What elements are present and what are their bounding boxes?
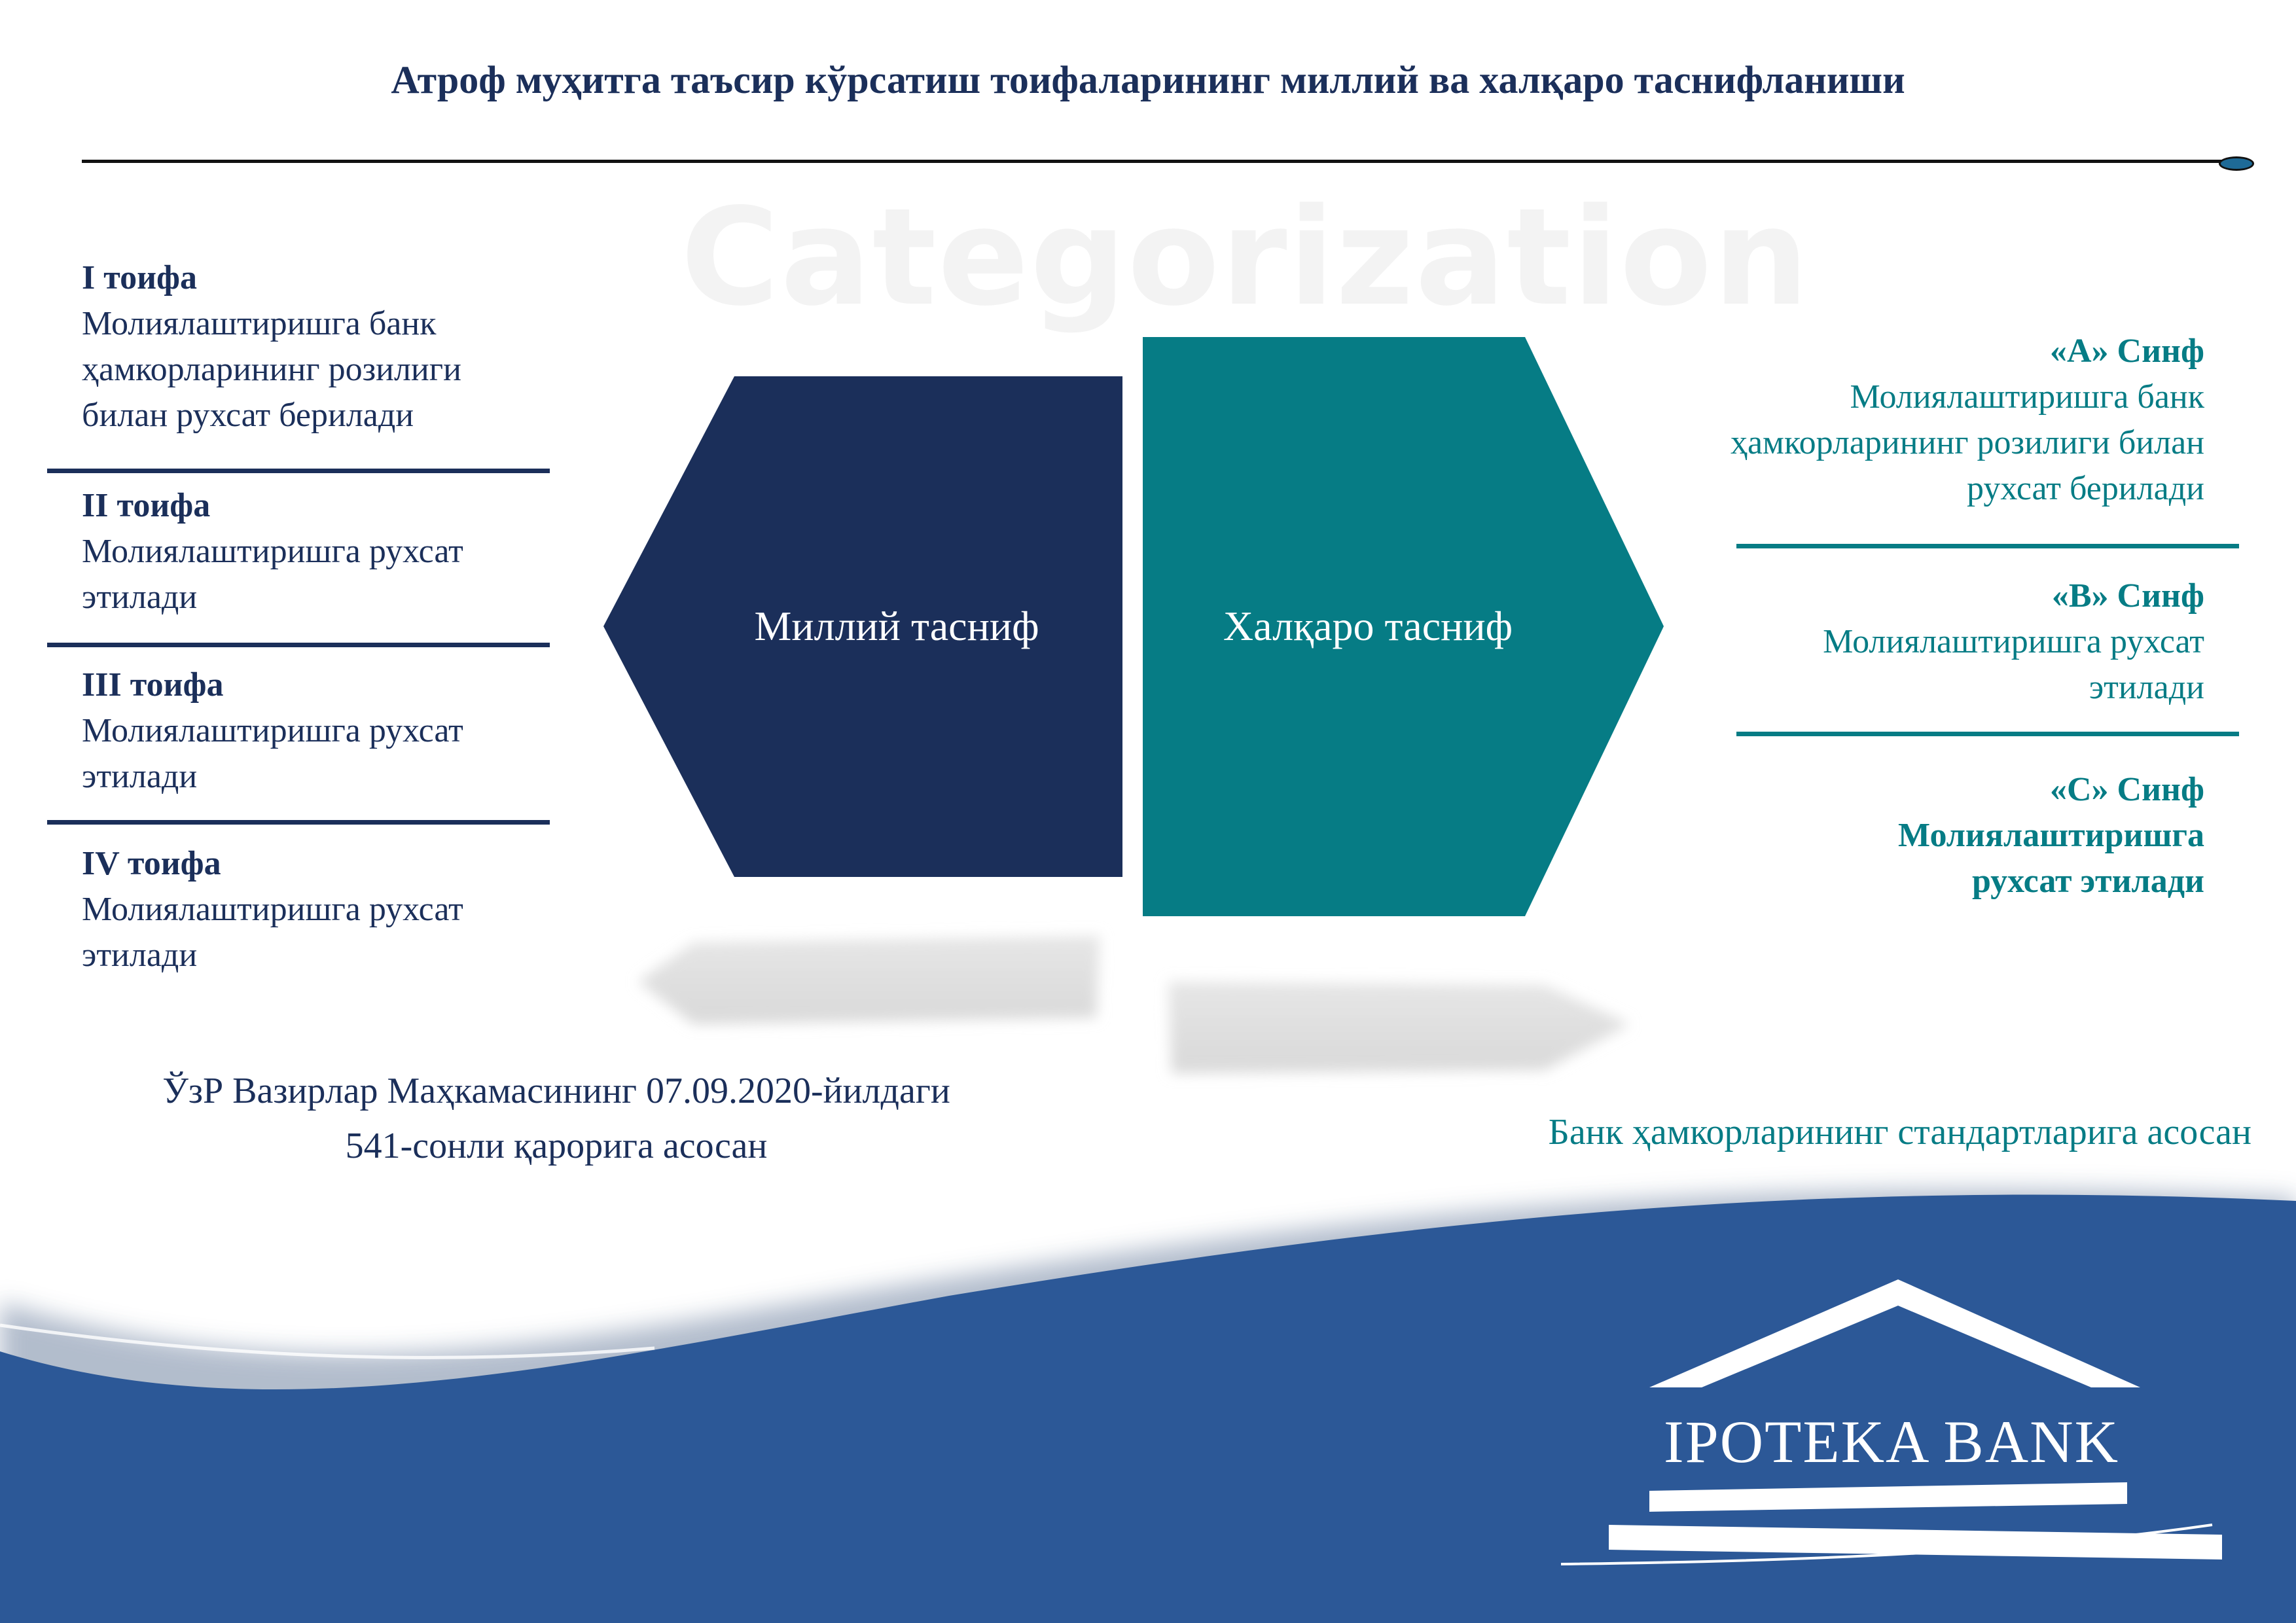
- class-title: «В» Синф: [2051, 577, 2204, 615]
- class-desc: Молиялаштиришга банк ҳамкорларининг розилиги билан рухсат берилади: [1730, 378, 2204, 507]
- international-footnote: Банк ҳамкорларининг стандартларига асосан: [1548, 1112, 2251, 1152]
- class-desc: Молиялаштиришга рухсат этилади: [1898, 817, 2204, 900]
- category-desc: Молиялаштиришга рухсат этилади: [82, 712, 463, 795]
- category-title: I тоифа: [82, 259, 198, 296]
- footnote-line: ЎзР Вазирлар Маҳкамасининг 07.09.2020-йилдаги: [162, 1071, 950, 1111]
- class-title: «А» Синф: [2049, 332, 2204, 370]
- footnote-line: 541-сонли қарорига асосан: [345, 1126, 768, 1166]
- category-desc: Молиялаштиришга рухсат этилади: [82, 891, 463, 974]
- category-title: III тоифа: [82, 666, 224, 704]
- international-label: Халқаро тасниф: [1223, 603, 1513, 649]
- category-title: IV тоифа: [82, 845, 221, 882]
- class-title: «С» Синф: [2049, 771, 2204, 808]
- category-title: II тоифа: [82, 487, 211, 524]
- category-desc: Молиялаштиришга банк ҳамкорларининг розилиги билан рухсат берилади: [82, 305, 461, 434]
- category-desc: Молиялаштиришга рухсат этилади: [82, 533, 463, 616]
- national-label: Миллий тасниф: [754, 603, 1039, 649]
- class-desc: Молиялаштиришга рухсат этилади: [1823, 623, 2204, 706]
- watermark-text: Categorization: [681, 180, 1810, 336]
- bank-logo-text: IPOTEKA BANK: [1663, 1408, 2120, 1475]
- page-title: Атроф муҳитга таъсир кўрсатиш тоифаларининг миллий ва халқаро таснифланиши: [391, 58, 1905, 101]
